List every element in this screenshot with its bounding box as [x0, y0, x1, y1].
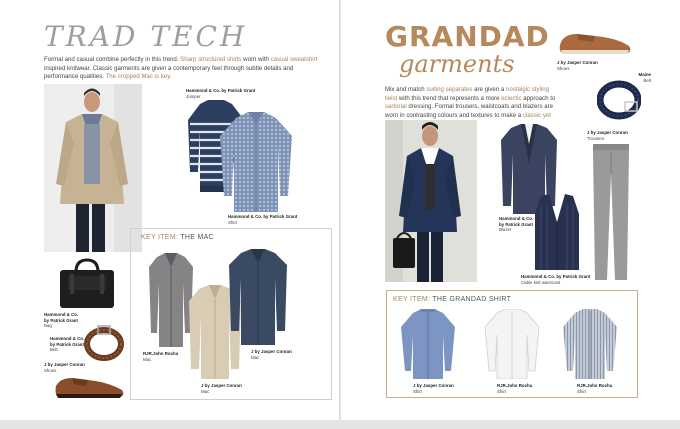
grandad-intro: Mix and match suiting separates are given a nostalgic styling twist with this trend that represents a more eclectic approach to sartorial dressing. Formal trousers, waistcoats and blazers are worn in contrasting colours and textures to make a classic yet — [385, 86, 556, 119]
caption-jumper: Hammond & Co. by Patrick Grant Jumper — [186, 88, 256, 99]
blue-shirt-image — [218, 112, 294, 212]
caption-shirt2: RJR.John Rocha Shirt — [497, 383, 533, 394]
navy-belt-image — [597, 80, 641, 120]
grandad-title: GRANDAD — [385, 20, 550, 53]
model-photo-blazer — [385, 120, 477, 282]
caption-belt: Hammond & Co. by Patrick Grant Belt — [50, 336, 85, 353]
right-page — [341, 0, 680, 420]
grey-trousers-image — [591, 144, 631, 280]
key-item-mac-box — [130, 228, 332, 400]
caption-waistcoat: Hammond & Co. by Patrick Grant Cable knit waistcoat — [521, 274, 591, 285]
suede-shoes-image — [555, 30, 635, 58]
knit-waistcoat-image — [533, 194, 581, 272]
woven-belt-image — [84, 322, 124, 362]
brogue-shoes-image — [52, 372, 128, 402]
key-item-grandad-shirt-label: KEY ITEM: THE GRANDAD SHIRT — [393, 296, 512, 303]
caption-shirt3: RJR.John Rocha Shirt — [577, 383, 613, 394]
striped-shirt-image — [561, 309, 619, 379]
caption-shoes-left: J by Jasper Conran Shoes — [44, 362, 85, 373]
caption-shirt: Hammond & Co. by Patrick Grant Shirt — [228, 214, 298, 225]
caption-belt-right: Maine Belt — [638, 72, 651, 83]
caption-blazer: Hammond & Co. by Patrick Grant Blazer — [499, 216, 534, 233]
caption-mac3: J by Jasper Conran Mac — [251, 349, 292, 360]
caption-shoes-right: J by Jasper Conran Shoes — [557, 60, 598, 71]
white-shirt-image — [483, 309, 541, 379]
key-item-grandad-shirt-box — [386, 290, 638, 398]
model-photo-mac — [44, 84, 142, 252]
caption-trousers: J by Jasper Conran Trousers — [587, 130, 628, 141]
trad-tech-title: TRAD TECH — [44, 20, 248, 53]
caption-mac2: J by Jasper Conran Mac — [201, 383, 242, 394]
trad-tech-intro: Formal and casual combine perfectly in this trend. Sharp structured shirts worn with casual sweatshirt inspired knitwear. Classic garments are given a contemporary feel through subtle details and performance qualities. The cropped Mac is key. — [44, 56, 318, 81]
left-page — [0, 0, 339, 420]
denim-shirt-image — [399, 309, 457, 379]
caption-mac1: RJR.John Rocha Mac — [143, 351, 179, 362]
caption-bag: Hammond & Co. by Patrick Grant Bag — [44, 312, 79, 329]
navy-mac-image — [227, 249, 289, 345]
caption-shirt1: J by Jasper Conran Shirt — [413, 383, 454, 394]
leather-bag-image — [58, 258, 116, 310]
key-item-mac-label: KEY ITEM: THE MAC — [141, 234, 214, 241]
garments-title: garments — [399, 50, 515, 78]
